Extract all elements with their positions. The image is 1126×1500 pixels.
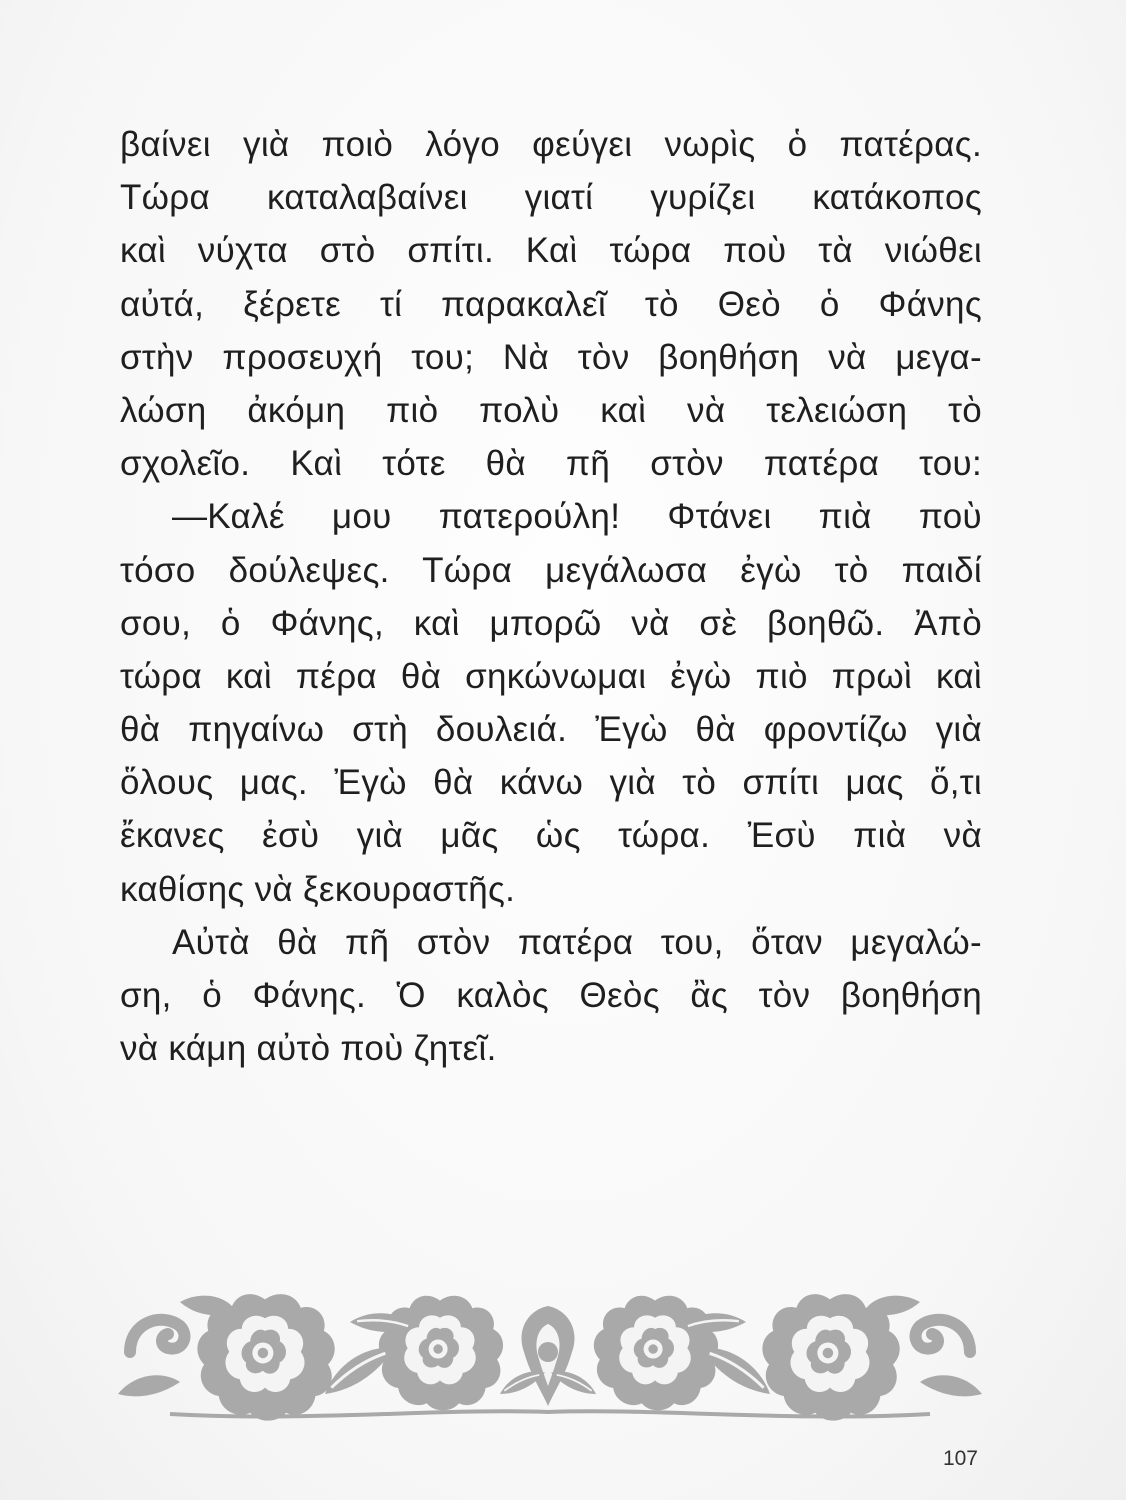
- body-text: [120, 118, 982, 1075]
- text-line: ὅλους μας. Ἐγὼ θὰ κάνω γιὰ τὸ σπίτι μας ὅ,τι: [120, 763, 982, 803]
- text-line: σχολεῖο. Καὶ τότε θὰ πῆ στὸν πατέρα του:: [120, 444, 982, 484]
- text-line: τόσο δούλεψες. Τώρα μεγάλωσα ἐγὼ τὸ παιδί: [120, 550, 982, 590]
- page-number: 107: [942, 1447, 978, 1470]
- text-line: τώρα καὶ πέρα θὰ σηκώνωμαι ἐγὼ πιὸ πρωὶ καὶ: [120, 656, 982, 696]
- text-line: στὴν προσευχή του; Νὰ τὸν βοηθήση νὰ μεγα-: [120, 337, 982, 377]
- text-line: αὐτά, ξέρετε τί παρακαλεῖ τὸ Θεὸ ὁ Φάνης: [120, 284, 982, 324]
- text-line: νὰ κάμη αὐτὸ ποὺ ζητεῖ.: [120, 1029, 497, 1069]
- text-line: ση, ὁ Φάνης. Ὁ καλὸς Θεὸς ἂς τὸν βοηθήση: [120, 976, 982, 1015]
- text-line: θὰ πηγαίνω στὴ δουλειά. Ἐγὼ θὰ φροντίζω γιὰ: [120, 710, 982, 750]
- dialogue-line: —Καλέ μου πατερούλη! Φτάνει πιὰ ποὺ: [172, 497, 982, 537]
- text-line: ἔκανες ἐσὺ γιὰ μᾶς ὡς τώρα. Ἐσὺ πιὰ νὰ: [120, 816, 982, 856]
- text-line: καθίσης νὰ ξεκουραστῆς.: [120, 869, 516, 909]
- text-line: Τώρα καταλαβαίνει γιατί γυρίζει κατάκοπος: [120, 178, 982, 218]
- text-line: λώση ἀκόμη πιὸ πολὺ καὶ νὰ τελειώση τὸ: [120, 390, 982, 430]
- floral-ornament: [110, 1282, 990, 1432]
- text-line: βαίνει γιὰ ποιὸ λόγο φεύγει νωρὶς ὁ πατέρας.: [120, 125, 982, 164]
- text-line: σου, ὁ Φάνης, καὶ μπορῶ νὰ σὲ βοηθῶ. Ἀπὸ: [120, 603, 982, 643]
- text-line: καὶ νύχτα στὸ σπίτι. Καὶ τώρα ποὺ τὰ νιώθει: [120, 231, 982, 271]
- paragraph-start-line: Αὐτὰ θὰ πῆ στὸν πατέρα του, ὅταν μεγαλώ-: [172, 922, 982, 962]
